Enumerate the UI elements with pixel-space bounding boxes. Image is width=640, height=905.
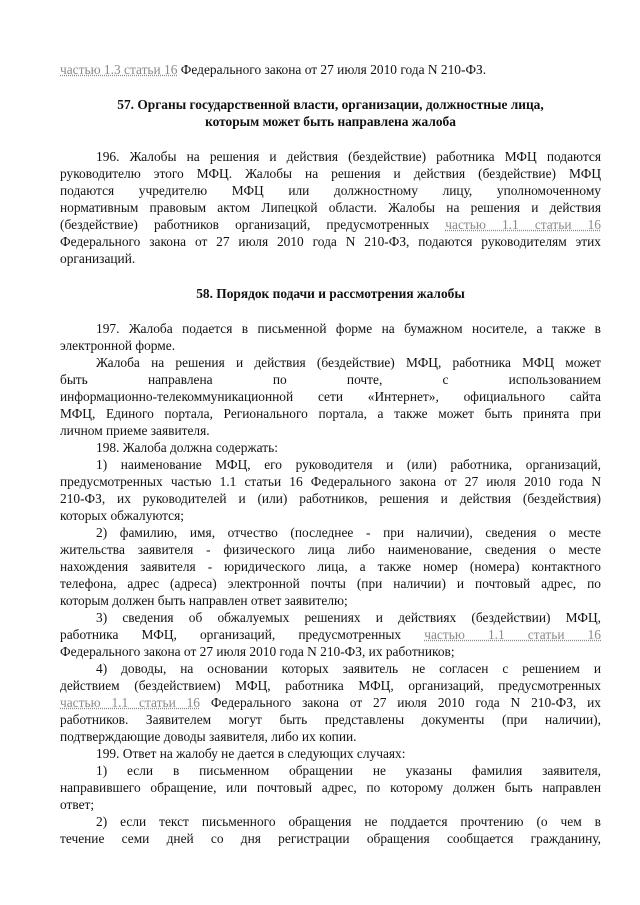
text-segment: 1) если в письменном обращении не указаны фамилия заявителя, (96, 763, 601, 778)
text-segment: личном приеме заявителя. (60, 423, 210, 438)
text-line (60, 423, 601, 439)
text-segment: 57. Органы государственной власти, организации, должностные лица, (117, 97, 544, 112)
text-segment: 199. Ответ на жалобу не дается в следующих случаях: (96, 746, 406, 761)
text-segment: электронной форме. (60, 338, 176, 353)
text-segment: направившего обращение, или почтовый адрес, по которому должен быть направлен (60, 780, 601, 795)
text-segment: (бездействие) работников организаций, предусмотренных (60, 217, 446, 232)
text-segment: быть направлена по почте, с использованием (60, 372, 601, 387)
text-line (60, 559, 601, 575)
text-line (60, 62, 601, 78)
text-segment: Жалоба на решения и действия (бездействие) МФЦ, работника МФЦ может (96, 355, 601, 370)
text-segment: 197. Жалоба подается в письменной форме на бумажном носителе, а также в (96, 321, 601, 336)
text-segment: работников. Заявителем могут быть представлены документы (при наличии), (60, 712, 601, 727)
text-segment: телефона, адрес (адреса) электронной почты (при наличии) и почтовый адрес, по (60, 576, 601, 591)
text-line (60, 644, 601, 660)
law-reference-link[interactable]: частью 1.3 статьи 16 (60, 62, 178, 77)
text-segment: 1) наименование МФЦ, его руководителя и (или) работника, организаций, (96, 457, 601, 472)
text-segment: Федерального закона от 27 июля 2010 года N 210-ФЗ, подаются руководителям этих (60, 234, 601, 249)
text-line (60, 406, 601, 422)
text-segment: которым может быть направлена жалоба (205, 114, 456, 129)
text-line (60, 474, 601, 490)
text-line (60, 200, 601, 216)
text-line (60, 491, 601, 507)
text-segment: 2) фамилию, имя, отчество (последнее - при наличии), сведения о месте (96, 525, 601, 540)
text-segment: нахождения заявителя - юридического лица, а также номер (номера) контактного (60, 559, 601, 574)
text-line (96, 525, 601, 541)
text-line (96, 746, 601, 762)
section-heading (60, 97, 601, 113)
text-segment: предусмотренных частью 1.1 статьи 16 Федерального закона от 27 июля 2010 года N (60, 474, 601, 489)
text-segment: 58. Порядок подачи и рассмотрения жалобы (196, 286, 465, 301)
text-segment: течение семи дней со дня регистрации обращения сообщается гражданину, (60, 831, 601, 846)
text-line (60, 372, 601, 388)
text-segment: МФЦ, Единого портала, Регионального портала, а также может быть принята при (60, 406, 601, 421)
text-segment: организаций. (60, 251, 136, 266)
text-line (60, 508, 601, 524)
text-segment: Федерального закона от 27 июля 2010 года N 210-ФЗ, их работников; (60, 644, 455, 659)
text-line (60, 166, 601, 182)
text-line (60, 678, 601, 694)
text-line (60, 542, 601, 558)
text-segment: подтверждающие доводы заявителя, либо их копии. (60, 729, 357, 744)
text-line (60, 251, 601, 267)
text-segment: подаются учредителю МФЦ или должностному лицу, уполномоченному (60, 183, 601, 198)
text-segment: ответ; (60, 797, 95, 812)
text-line (60, 797, 601, 813)
text-segment: информационно-телекоммуникационной сети «Интернет», официального сайта (60, 389, 601, 404)
text-segment: действием (бездействием) МФЦ, работника МФЦ, организаций, предусмотренных (60, 678, 601, 693)
text-line (96, 763, 601, 779)
text-segment: работника МФЦ, организаций, предусмотренных (60, 627, 425, 642)
text-segment: нормативным правовым актом Липецкой области. Жалобы на решения и действия (60, 200, 601, 215)
law-reference-link[interactable]: частью 1.1 статьи 16 (424, 627, 601, 642)
text-line (60, 576, 601, 592)
law-reference-link[interactable]: частью 1.1 статьи 16 (445, 217, 601, 232)
text-line (96, 661, 601, 677)
section-heading (60, 286, 601, 302)
text-line (96, 457, 601, 473)
text-segment: 3) сведения об обжалуемых решениях и действиях (бездействии) МФЦ, (96, 610, 601, 625)
text-segment: которых обжалуются; (60, 508, 184, 523)
text-line (60, 695, 601, 711)
text-line (96, 321, 601, 337)
text-line (96, 610, 601, 626)
text-line (60, 712, 601, 728)
text-segment: 198. Жалоба должна содержать: (96, 440, 278, 455)
text-segment: которым должен быть направлен ответ заявителю; (60, 593, 348, 608)
law-reference-link[interactable]: частью 1.1 статьи 16 (60, 695, 200, 710)
text-line (60, 389, 601, 405)
text-segment: 210-ФЗ, их руководителей и (или) работников, решения и действия (бездействия) (60, 491, 601, 506)
text-line (60, 593, 601, 609)
text-line (96, 355, 601, 371)
section-heading (60, 114, 601, 130)
text-segment: Федерального закона от 27 июля 2010 года N 210-ФЗ. (177, 62, 487, 77)
text-line (96, 149, 601, 165)
text-line (96, 814, 601, 830)
text-segment: руководителю этого МФЦ. Жалобы на решения и действия (бездействие) МФЦ (60, 166, 601, 181)
text-line (60, 627, 601, 643)
text-segment: 4) доводы, на основании которых заявитель не согласен с решением и (96, 661, 601, 676)
text-segment: жительства заявителя - физического лица либо наименование, сведения о месте (60, 542, 601, 557)
text-line (96, 440, 601, 456)
text-line (60, 729, 601, 745)
text-line (60, 780, 601, 796)
text-line (60, 234, 601, 250)
text-line (60, 183, 601, 199)
text-line (60, 338, 601, 354)
text-segment: Федерального закона от 27 июля 2010 года N 210-ФЗ, их (199, 695, 601, 710)
text-segment: 196. Жалобы на решения и действия (бездействие) работника МФЦ подаются (96, 149, 601, 164)
text-segment: 2) если текст письменного обращения не поддается прочтению (о чем в (96, 814, 601, 829)
text-line (60, 831, 601, 847)
text-line (60, 217, 601, 233)
